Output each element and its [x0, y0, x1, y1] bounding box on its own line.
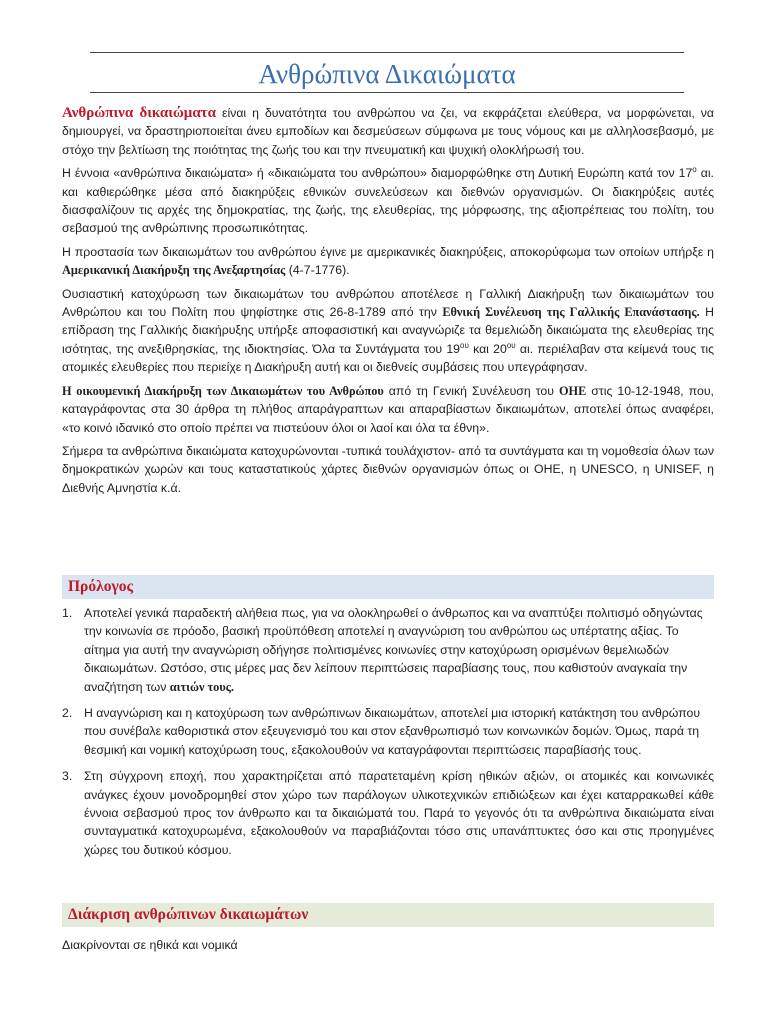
- page-title: Ανθρώπινα Δικαιώματα: [258, 59, 516, 89]
- prologue-list: [62, 604, 714, 867]
- list-item: 2. Η αναγνώριση και η κατοχύρωση των ανθρώπινων δικαιωμάτων, αποτελεί μια ιστορική κατάκτηση του ανθρώπου που συνέβαλε καθοριστικά στον εξευγενισμό του και στον εξανθρωπισμό των κοινωνικών δομών. Όμως, παρά τη θεσμική και νομική κατοχύρωση τους, εξακολουθούν να καταγράφονται περιπτώσεις παραβίασής τους.: [62, 706, 701, 757]
- top-rule: [90, 52, 684, 53]
- national-assembly: Εθνική Συνέλευση της Γαλλικής Επανάστασης.: [442, 305, 700, 320]
- universal-declaration: Η οικουμενική Διακήρυξη των Δικαιωμάτων του Ανθρώπου: [62, 383, 384, 398]
- paragraph-french: Ουσιαστική κατοχύρωση των δικαιωμάτων του ανθρώπου αποτέλεσε η Γαλλική Διακήρυξη των δικαιωμάτων του Ανθρώπου και του Πολίτη που ψηφίστηκε στις 26-8-1789 από την Εθνική Συνέλευση της Γαλλικής Επανάστασης. Η επίδραση της Γαλλικής διακήρυξης υπήρξε αποφασιστική και αναγνώριζε τα θεμελιώδη δικαιώματα της ελευθερίας της ισότητας, της ανεξιθρησκίας, της ιδιοκτησίας. Όλα τα Συντάγματα του $19^{o\upsilon}$ και $20^{o\upsilon}$ αι. περιέλαβαν στα κείμενά τους τις ατομικές ελευθερίες που περιείχε η Διακήρυξη αυτή και οι διεθνείς συμβάσεις που υπεγράφησαν.: [62, 286, 715, 375]
- paragraph-origin: Η έννοια «ανθρώπινα δικαιώματα» ή «δικαιώματα του ανθρώπου» διαμορφώθηκε στη Δυτική Ευρώπη κατά τον $17^o$ αι. και καθιερώθηκε μέσα από διακηρύξεις εθνικών συνελεύσεων και διεθνών οργανισμών. Οι διακηρύξεις αυτές διασφαλίζουν τις αρχές της δημοκρατίας, της ζωής, της ελευθερίας, της μόρφωσης, της αξιοπρέπειας του πολίτη, του σεβασμού της ανθρώπινης προσωπικότητας.: [62, 165, 714, 236]
- list-item: 3. Στη σύγχρονη εποχή, που χαρακτηρίζεται από παρατεταμένη κρίση ηθικών αξιών, οι ατομικές και κοινωνικές ανάγκες έχουν μονοδρομηθεί στον χώρο των παράλογων υλικοτεχνικών επιδιώξεων και έχει καταρρακωθεί κάθε έννοια σεβασμού προς τον άνθρωπο και τα δικαιώματά του. Παρά το γεγονός ότι τα ανθρώπινα δικαιώματα είναι συνταγματικά κατοχυρωμένα, εξακολουθούν να παραβιάζονται τόσο στις υπανάπτυκτες όσο και στις προηγμένες χώρες του δυτικού κόσμου.: [62, 769, 714, 857]
- paragraph-intro: Ανθρώπινα δικαιώματα είναι η δυνατότητα του ανθρώπου να ζει, να εκφράζεται ελεύθερα, να μορφώνεται, να δημιουργεί, να δραστηριοποιείται άνευ εμποδίων και δεσμεύσεων σύμφωνα με τους νόμους και με αλληλοσεβασμό, με στόχο την βελτίωση της ποιότητας της ζωής του και την πνευματική και ψυχική ολοκλήρωσή του.: [62, 105, 715, 157]
- un-abbrev: ΟΗΕ: [558, 383, 587, 398]
- distinction-text: Διακρίνονται σε ηθικά και νομικά: [62, 938, 238, 952]
- paragraph-universal: Η οικουμενική Διακήρυξη των Δικαιωμάτων του Ανθρώπου από τη Γενική Συνέλευση του ΟΗΕ στις 10-12-1948, που, καταγράφοντας στα 30 άρθρα τη πλήθος απαράγραπτων και απαραβίαστων δικαιωμάτων, αποτελεί όπως αναφέρει, «το κοινό ιδανικό στο οποίο πρέπει να πιστεύουν όλοι οι λαοί και όλα τα έθνη».: [62, 383, 714, 435]
- lead-term: Ανθρώπινα δικαιώματα: [62, 105, 216, 121]
- paragraph-american: Η προστασία των δικαιωμάτων του ανθρώπου έγινε με αμερικανικές διακηρύξεις, αποκορύφωμα των οποίων υπήρξε η Αμερικανική Διακήρυξη της Ανεξαρτησίας (4-7-1776).: [62, 244, 714, 278]
- paragraph-today: Σήμερα τα ανθρώπινα δικαιώματα κατοχυρώνονται -τυπικά τουλάχιστον- από τα συντάγματα και τη νομοθεσία όλων των δημοκρατικών χωρών και τους καταστατικούς χάρτες διεθνών οργανισμών όπως οι ΟΗΕ, η UNESCO, η UNISEF, η Διεθνής Αμνηστία κ.ά.: [62, 443, 714, 495]
- american-declaration: Αμερικανική Διακήρυξη της Ανεξαρτησίας: [62, 263, 286, 278]
- list-item: 1. Αποτελεί γενικά παραδεκτή αλήθεια πως, για να ολοκληρωθεί ο άνθρωπος και να αναπτύξει πολιτισμό οδηγώντας την κοινωνία σε πρόοδο, βασική προϋπόθεση αποτελεί η αναγνώριση του ανθρώπου ως υπέρτατης αξίας. Το αίτημα για αυτή την αναγνώριση οδήγησε πολιτισμένες κοινωνίες στην κατοχύρωση ορισμένων θεμελιωδών δικαιωμάτων. Ωστόσο, στις μέρες μας δεν λείπουν περιπτώσεις παραβίασης τους, που καθιστούν αναγκαία την αναζήτηση των αιτιών τους.: [62, 606, 703, 694]
- intro-body: [62, 104, 714, 502]
- title-rule: [90, 92, 684, 93]
- section-heading-distinction: Διάκριση ανθρώπινων δικαιωμάτων: [62, 903, 714, 927]
- section-heading-prologue: Πρόλογος: [62, 575, 714, 599]
